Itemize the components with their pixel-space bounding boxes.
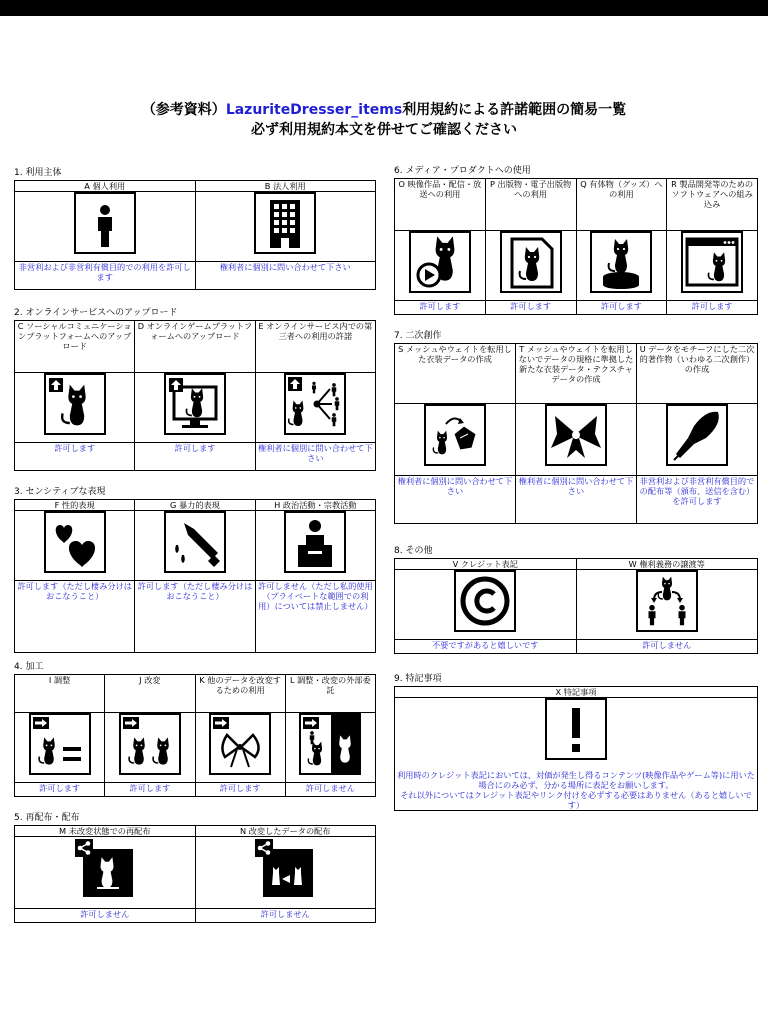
goods-icon <box>590 231 652 293</box>
video-icon <box>409 231 471 293</box>
permission-text: 許可しません <box>195 909 376 923</box>
section-heading: 3. センシティブな表現 <box>14 487 106 497</box>
cell-header: B 法人利用 <box>195 181 376 192</box>
section-usage-subject <box>14 167 376 290</box>
section-heading: 2. オンラインサービスへのアップロード <box>14 308 178 318</box>
section-online-upload <box>14 307 376 471</box>
section-heading: 5. 再配布・配布 <box>14 813 80 823</box>
cell-header: F 性的表現 <box>15 500 135 511</box>
top-bar <box>0 0 768 16</box>
cell-header: U データをモチーフにした二次的著作物（いわゆる二次創作）の作成 <box>637 344 758 404</box>
permission-text: 許可します <box>576 301 667 315</box>
permission-text: 許可します <box>105 783 195 797</box>
section-sensitive-expression <box>14 486 376 653</box>
permission-text: 許可しません（ただし私的使用（プライベートな範囲での利用）については禁止しません） <box>255 581 375 653</box>
cell-header: X 特記事項 <box>395 687 758 698</box>
pen-nib-icon <box>666 404 728 466</box>
permission-text: 許可しません <box>576 640 758 654</box>
mesh-transfer-icon <box>424 404 486 466</box>
section-heading: 6. メディア・プロダクトへの使用 <box>394 166 531 176</box>
cell-header: D オンラインゲームプラットフォームへのアップロード <box>135 321 255 373</box>
publication-icon <box>500 231 562 293</box>
permission-text: 権利者に個別に問い合わせて下さい <box>195 262 376 290</box>
permission-text: 許可しません <box>15 909 196 923</box>
brand-name: LazuriteDresser_items <box>225 102 403 118</box>
modify-icon <box>119 713 181 775</box>
section-heading: 8. その他 <box>394 546 433 556</box>
adjust-icon <box>29 713 91 775</box>
cell-header: S メッシュやウェイトを転用した衣装データの作成 <box>395 344 516 404</box>
bow-icon <box>209 713 271 775</box>
hearts-icon <box>44 511 106 573</box>
permission-text: 非営利および非営利有償目的での利用を許可します <box>15 262 196 290</box>
section-heading: 9. 特記事項 <box>394 674 442 684</box>
cell-header: T メッシュやウェイトを転用しないでデータの規格に準拠した新たな衣装データ・テクスチャデータの作成 <box>516 344 637 404</box>
copyright-icon <box>454 570 516 632</box>
permission-text: 許可します <box>395 301 486 315</box>
permission-text: 許可しません <box>285 783 375 797</box>
cell-header: M 未改変状態での再配布 <box>15 826 196 837</box>
cell-header: Q 有体物（グッズ）への利用 <box>576 179 667 231</box>
cell-header: N 改変したデータの配布 <box>195 826 376 837</box>
permission-text: 不要ですがあると嬉しいです <box>395 640 577 654</box>
cell-header: E オンラインサービス内での第三者への利用の許諾 <box>255 321 375 373</box>
permission-text: 許可します <box>485 301 576 315</box>
section-redistribution <box>14 812 376 923</box>
exclamation-icon <box>545 698 607 760</box>
knife-icon <box>164 511 226 573</box>
upload-monitor-icon <box>164 373 226 435</box>
cell-header: P 出版物・電子出版物への利用 <box>485 179 576 231</box>
cell-header: W 権利義務の譲渡等 <box>576 559 758 570</box>
cell-header: O 映像作品・配信・放送への利用 <box>395 179 486 231</box>
distribute-modified-icon <box>253 837 317 901</box>
section-special-notes <box>394 673 758 811</box>
permission-text: 権利者に個別に問い合わせて下さい <box>255 443 375 471</box>
outsource-icon <box>299 713 361 775</box>
ribbon-icon <box>545 404 607 466</box>
cell-header: V クレジット表記 <box>395 559 577 570</box>
cell-header: R 製品開発等のためのソフトウェアへの組み込み <box>667 179 758 231</box>
permission-text: 許可します <box>15 783 105 797</box>
permission-text: 権利者に個別に問い合わせて下さい <box>395 476 516 524</box>
section-heading: 1. 利用主体 <box>14 168 62 178</box>
cell-header: J 改変 <box>105 675 195 713</box>
section-heading: 7. 二次創作 <box>394 331 442 341</box>
permission-text: 許可します <box>135 443 255 471</box>
permission-text: 非営利および非営利有償目的での配布等（頒布、送信を含む）を許可します <box>637 476 758 524</box>
note-text: それ以外についてはクレジット表記やリンク付けを必ずする必要はありません（あると嬉しいです） <box>400 789 752 810</box>
cell-header: A 個人利用 <box>15 181 196 192</box>
permission-text: 許可します <box>195 783 285 797</box>
person-icon <box>74 192 136 254</box>
cell-header: G 暴力的表現 <box>135 500 255 511</box>
permission-text: 許可します <box>667 301 758 315</box>
cell-header: L 調整・改変の外部委託 <box>285 675 375 713</box>
section-heading: 4. 加工 <box>14 662 44 672</box>
section-media-products <box>394 165 758 315</box>
section-derivative-works <box>394 330 758 524</box>
permission-text: 権利者に個別に問い合わせて下さい <box>516 476 637 524</box>
cell-header: I 調整 <box>15 675 105 713</box>
cell-header: K 他のデータを改変するための利用 <box>195 675 285 713</box>
page-subtitle: 必ず利用規約本文を併せてご確認ください <box>251 122 517 138</box>
upload-cat-icon <box>44 373 106 435</box>
cell-header: C ソーシャルコミュニケーションプラットフォームへのアップロード <box>15 321 135 373</box>
upload-share-icon <box>284 373 346 435</box>
podium-icon <box>284 511 346 573</box>
permission-text: 許可します（ただし棲み分けはおこなうこと） <box>135 581 255 653</box>
permission-text: 許可します（ただし棲み分けはおこなうこと） <box>15 581 135 653</box>
software-icon <box>681 231 743 293</box>
section-processing <box>14 661 376 797</box>
note-text: 利用時のクレジット表記においては、対価が発生し得るコンテンツ(映像作品やゲーム等)に用いた場合にのみ必ず、分かる場所に表記をお願いします。 <box>397 769 755 790</box>
section-other <box>394 545 758 654</box>
page-title: （参考資料）LazuriteDresser_items利用規約による許諾範囲の簡易一覧 必ず利用規約本文を併せてご確認ください <box>0 100 768 140</box>
redistribute-icon <box>73 837 137 901</box>
cell-header: H 政治活動・宗教活動 <box>255 500 375 511</box>
building-icon <box>254 192 316 254</box>
transfer-icon <box>636 570 698 632</box>
permission-text: 許可します <box>15 443 135 471</box>
